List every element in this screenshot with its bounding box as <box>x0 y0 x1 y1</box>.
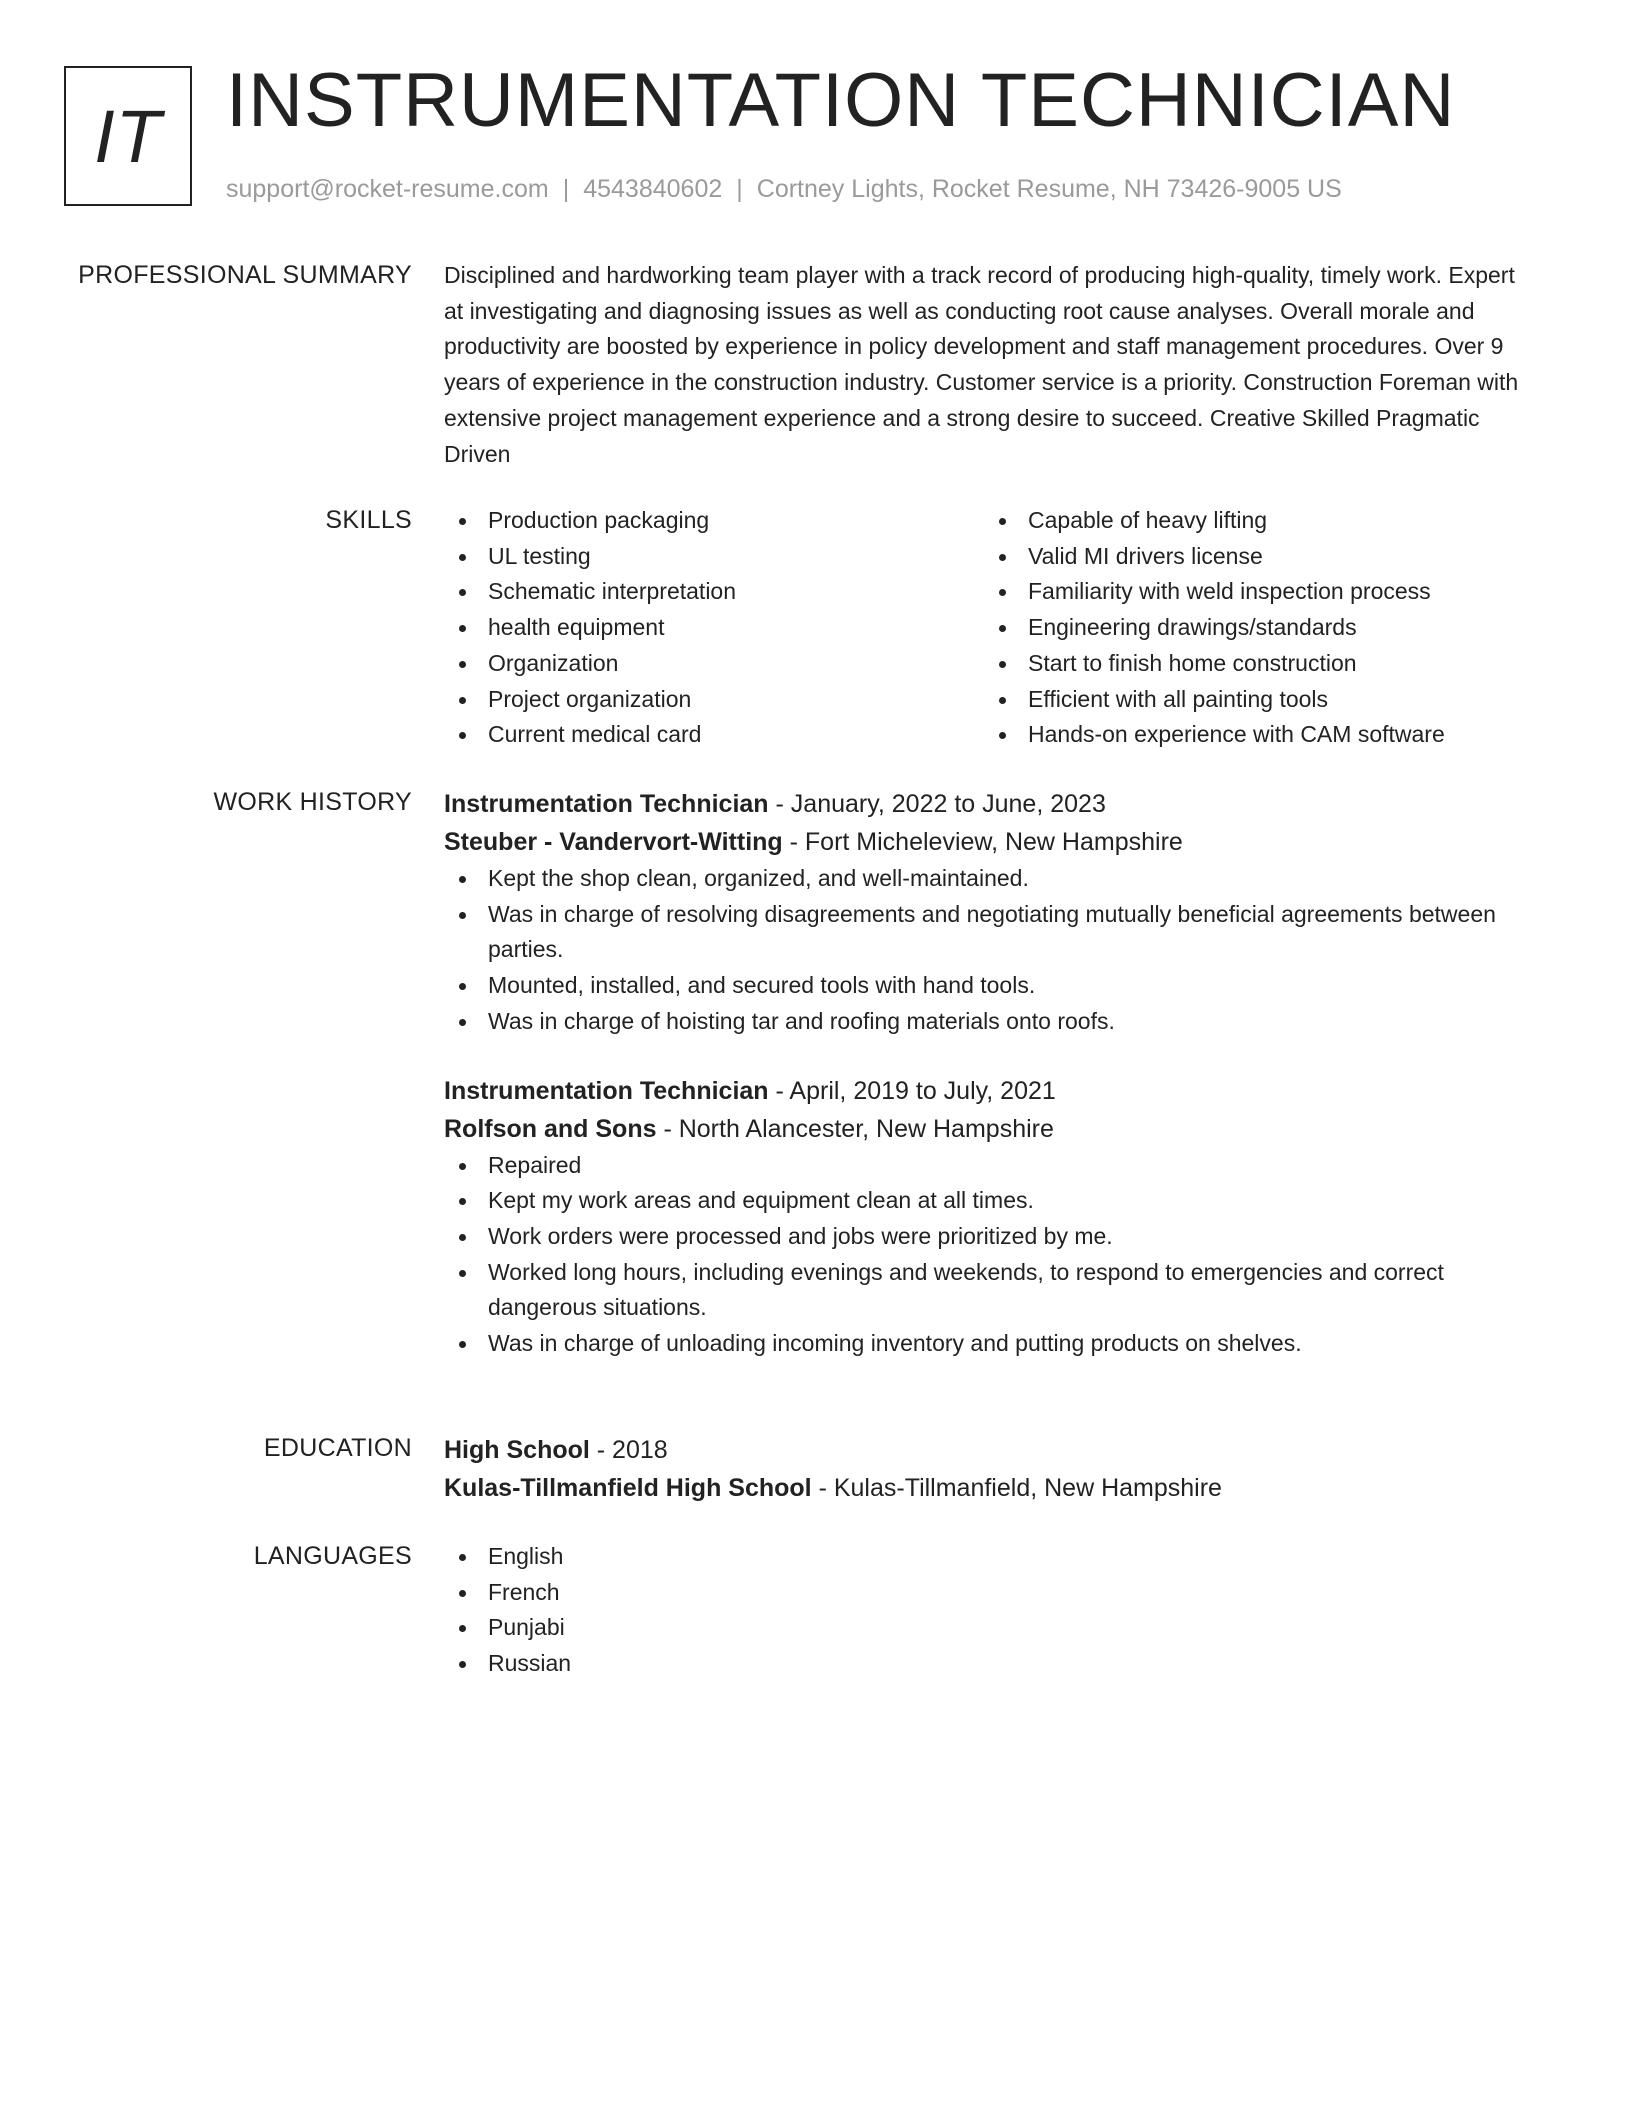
skill-item: Efficient with all painting tools <box>984 682 1524 718</box>
job-duty: Kept my work areas and equipment clean at all times. <box>444 1183 1524 1219</box>
job-duty: Was in charge of resolving disagreements and negotiating mutually beneficial agreements between parties. <box>444 897 1524 968</box>
contact-separator: | <box>562 175 570 203</box>
summary-text: Disciplined and hardworking team player with a track record of producing high-quality, timely work. Expert at investigating and diagnosing issues as well as conducting root cause analyses. Overall morale and productivity are boosted by experience in policy development and staff management procedures. Over 9 years of experience in the construction industry. Customer service is a priority. Construction Foreman with extensive project management experience and a strong desire to succeed. Creative Skilled Pragmatic Driven <box>444 262 1519 467</box>
skill-item: Valid MI drivers license <box>984 539 1524 575</box>
skill-item: Current medical card <box>444 717 984 753</box>
education-degree: High School <box>444 1436 590 1464</box>
job-entry <box>444 1072 1524 1362</box>
skill-item: Organization <box>444 646 984 682</box>
education-school: Kulas-Tillmanfield High School <box>444 1474 812 1502</box>
monogram-box <box>64 66 192 206</box>
skill-item: health equipment <box>444 610 984 646</box>
contact-address: Cortney Lights, Rocket Resume, NH 73426-9005 US <box>756 175 1342 203</box>
section-heading-languages: LANGUAGES <box>253 1542 412 1570</box>
contact-separator: | <box>736 175 743 203</box>
contact-email: support@rocket-resume.com <box>226 175 549 203</box>
skill-item: UL testing <box>444 539 984 575</box>
candidate-name: INSTRUMENTATION TECHNICIAN <box>226 58 1456 143</box>
job-duties-list <box>444 861 1524 1040</box>
skill-item: Project organization <box>444 682 984 718</box>
job-duty: Was in charge of hoisting tar and roofing materials onto roofs. <box>444 1004 1524 1040</box>
job-duty: Was in charge of unloading incoming inventory and putting products on shelves. <box>444 1326 1524 1362</box>
skill-item: Familiarity with weld inspection process <box>984 574 1524 610</box>
skill-item: Production packaging <box>444 503 984 539</box>
skill-item: Start to finish home construction <box>984 646 1524 682</box>
job-duty: Worked long hours, including evenings and weekends, to respond to emergencies and correct dangerous situations. <box>444 1255 1524 1326</box>
job-dates: - April, 2019 to July, 2021 <box>768 1076 1056 1105</box>
job-duty: Kept the shop clean, organized, and well-maintained. <box>444 861 1524 897</box>
job-company-line <box>444 1110 1524 1148</box>
education-year: - 2018 <box>589 1436 668 1464</box>
skills-list-right <box>984 503 1524 753</box>
section-heading-skills: SKILLS <box>325 506 412 534</box>
job-duty: Repaired <box>444 1148 1524 1184</box>
job-title: Instrumentation Technician <box>444 1076 769 1105</box>
skill-item: Capable of heavy lifting <box>984 503 1524 539</box>
language-item: French <box>444 1575 1524 1611</box>
language-item: Punjabi <box>444 1610 1524 1646</box>
job-duty: Mounted, installed, and secured tools with hand tools. <box>444 968 1524 1004</box>
section-heading-education: EDUCATION <box>263 1434 412 1462</box>
education-degree-line <box>444 1431 1524 1469</box>
job-company: Rolfson and Sons <box>444 1114 657 1143</box>
language-item: Russian <box>444 1646 1524 1682</box>
monogram-initials: IT <box>94 94 162 178</box>
section-heading-summary: PROFESSIONAL SUMMARY <box>78 261 412 289</box>
job-title: Instrumentation Technician <box>444 790 769 818</box>
contact-phone: 4543840602 <box>583 175 723 203</box>
skill-item: Engineering drawings/standards <box>984 610 1524 646</box>
education-school-line <box>444 1469 1524 1507</box>
section-heading-work-history: WORK HISTORY <box>213 788 412 816</box>
job-location: - Fort Micheleview, New Hampshire <box>782 828 1183 856</box>
job-company: Steuber - Vandervort-Witting <box>444 828 783 856</box>
languages-list <box>444 1539 1524 1682</box>
job-location: - North Alancester, New Hampshire <box>656 1114 1054 1143</box>
education-location: - Kulas-Tillmanfield, New Hampshire <box>811 1474 1222 1502</box>
job-title-line <box>444 785 1524 823</box>
job-entry <box>444 785 1524 1040</box>
job-company-line <box>444 823 1524 861</box>
contact-line <box>226 172 1342 206</box>
job-dates: - January, 2022 to June, 2023 <box>768 790 1106 818</box>
job-duty: Work orders were processed and jobs were prioritized by me. <box>444 1219 1524 1255</box>
skill-item: Schematic interpretation <box>444 574 984 610</box>
job-duties-list <box>444 1148 1524 1362</box>
skills-list-left <box>444 503 984 753</box>
skill-item: Hands-on experience with CAM software <box>984 717 1524 753</box>
language-item: English <box>444 1539 1524 1575</box>
job-title-line <box>444 1072 1524 1110</box>
